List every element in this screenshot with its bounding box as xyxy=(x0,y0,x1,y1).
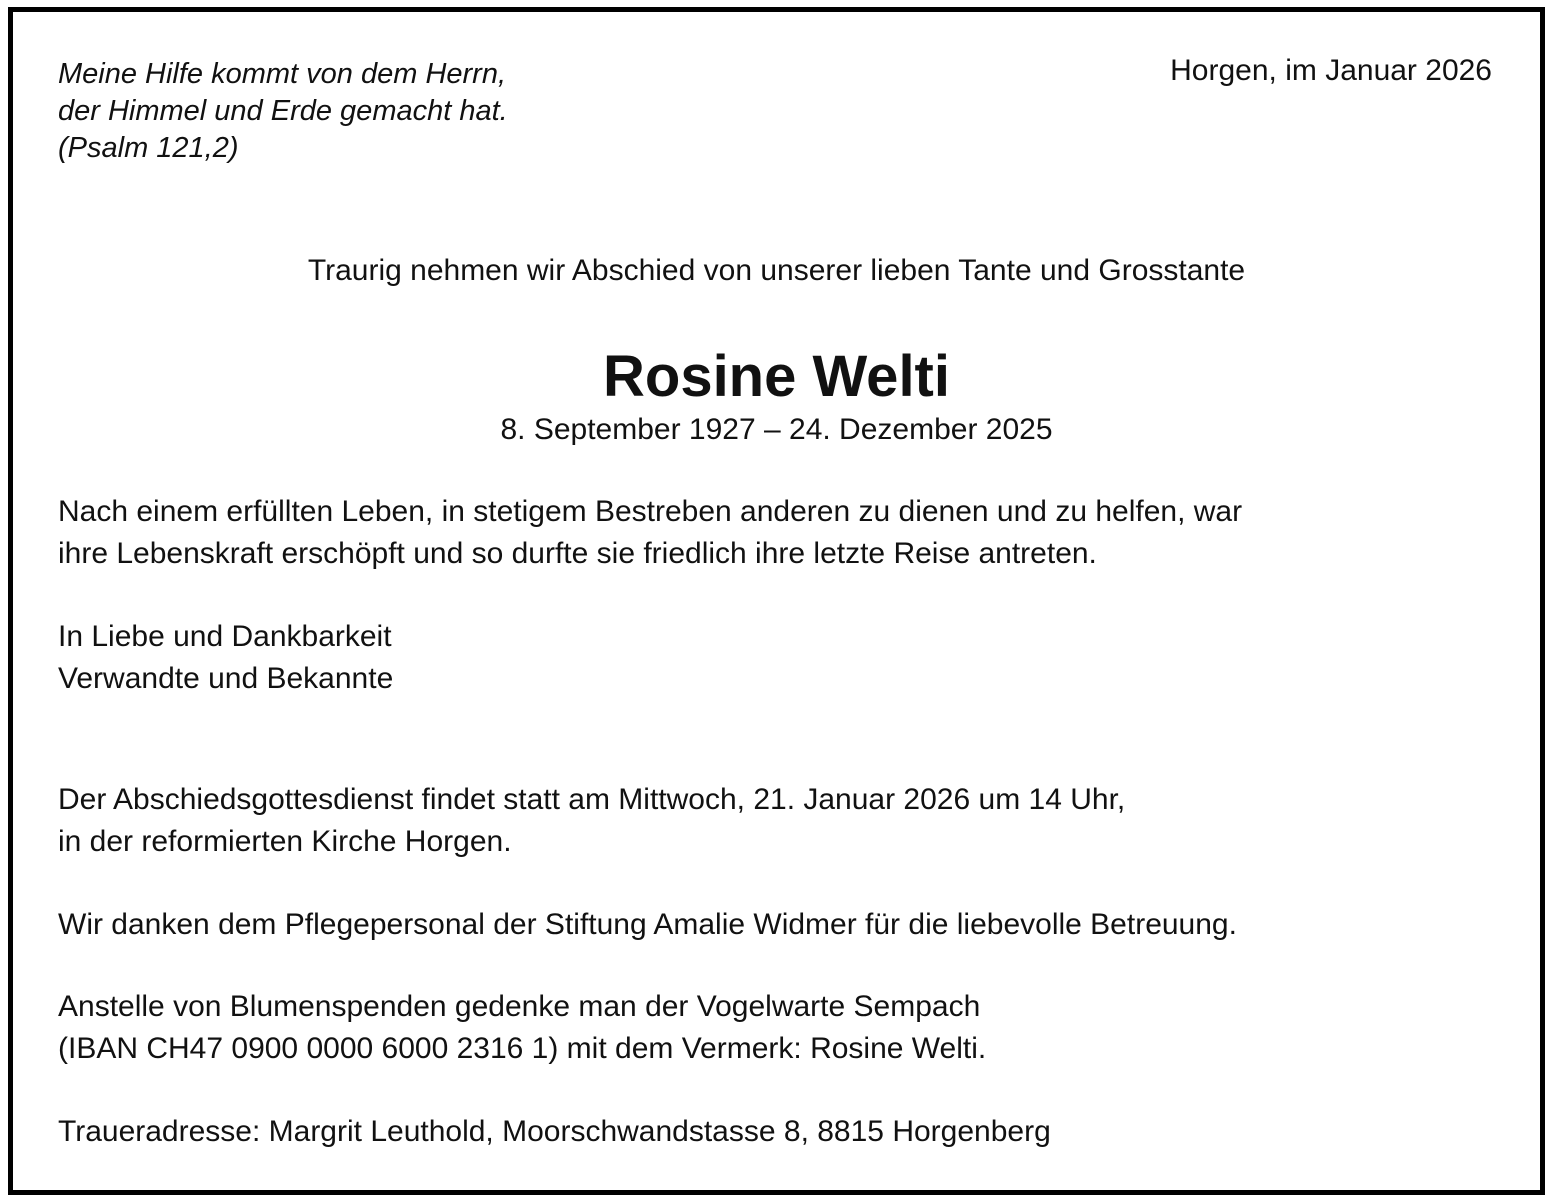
signature-block xyxy=(58,616,393,700)
message-line-2: ihre Lebenskraft erschöpft und so durfte sie friedlich ihre letzte Reise antreten. xyxy=(58,537,1097,570)
service-paragraph xyxy=(58,779,1125,863)
verse-reference: (Psalm 121,2) xyxy=(58,132,239,164)
thanks-paragraph xyxy=(58,904,1237,946)
mourning-address-paragraph xyxy=(58,1111,1051,1153)
donation-line-2: (IBAN CH47 0900 0000 6000 2316 1) mit dem Vermerk: Rosine Welti. xyxy=(58,1032,987,1065)
place-date: Horgen, im Januar 2026 xyxy=(1170,54,1492,87)
donation-paragraph xyxy=(58,986,986,1070)
signature-line-2: Verwandte und Bekannte xyxy=(58,662,394,695)
deceased-name: Rosine Welti xyxy=(603,344,950,409)
signature-line-1: In Liebe und Dankbarkeit xyxy=(58,620,392,653)
verse-line-1: Meine Hilfe kommt von dem Herrn, xyxy=(58,58,507,90)
verse-line-2: der Himmel und Erde gemacht hat. xyxy=(58,95,508,127)
service-line-1: Der Abschiedsgottesdienst findet statt am Mittwoch, 21. Januar 2026 um 14 Uhr, xyxy=(58,783,1126,816)
bible-verse xyxy=(58,56,508,167)
life-dates: 8. September 1927 – 24. Dezember 2025 xyxy=(500,413,1053,446)
thanks-line: Wir danken dem Pflegepersonal der Stiftung Amalie Widmer für die liebevolle Betreuung. xyxy=(58,908,1237,941)
intro-line: Traurig nehmen wir Abschied von unserer lieben Tante und Grosstante xyxy=(307,254,1246,287)
mourning-address: Traueradresse: Margrit Leuthold, Moorschwandstasse 8, 8815 Horgenberg xyxy=(58,1115,1051,1148)
message-line-1: Nach einem erfüllten Leben, in stetigem Bestreben anderen zu dienen und zu helfen, war xyxy=(58,495,1243,528)
service-line-2: in der reformierten Kirche Horgen. xyxy=(58,825,512,858)
donation-line-1: Anstelle von Blumenspenden gedenke man der Vogelwarte Sempach xyxy=(58,990,981,1023)
message-paragraph xyxy=(58,491,1242,575)
